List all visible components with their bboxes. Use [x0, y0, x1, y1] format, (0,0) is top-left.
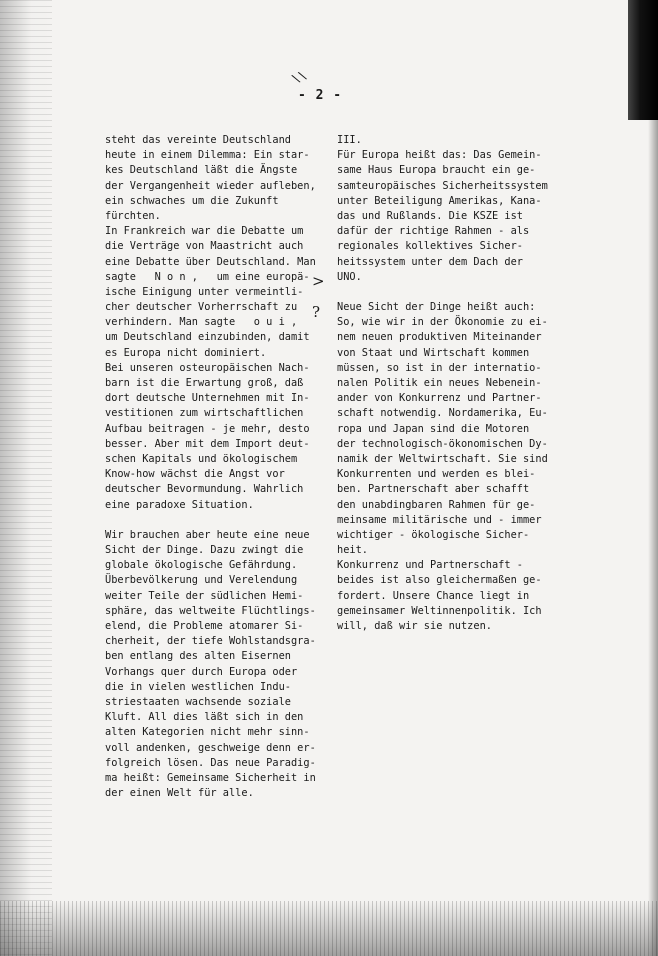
text-line: In Frankreich war die Debatte um: [105, 225, 304, 238]
text-line: [105, 513, 320, 528]
text-line: unter Beteiligung Amerikas, Kana-: [337, 194, 542, 207]
text-line: Vorhangs quer durch Europa oder: [105, 665, 298, 678]
text-line: ander von Konkurrenz und Partner-: [337, 392, 542, 405]
text-line: namik der Weltwirtschaft. Sie sind: [337, 452, 548, 465]
text-line: same Haus Europa braucht ein ge-: [337, 164, 536, 177]
text-line: UNO.: [337, 270, 362, 283]
text-line: verhindern. Man sagte o u i ,: [105, 316, 298, 329]
page-number: - 2 -: [298, 88, 343, 103]
handwritten-mark: \\: [289, 67, 309, 87]
text-line: ben entlang des alten Eisernen: [105, 650, 291, 663]
text-line: heitssystem unter dem Dach der: [337, 255, 523, 268]
text-line: cher deutscher Vorherrschaft zu: [105, 301, 298, 314]
text-line: Für Europa heißt das: Das Gemein-: [337, 149, 542, 162]
margin-mark: ?: [312, 303, 321, 321]
text-line: elend, die Probleme atomarer Si-: [105, 620, 304, 632]
right-text-column: [337, 133, 557, 634]
text-line: die in vielen westlichen Indu-: [105, 680, 291, 693]
text-line: Überbevölkerung und Verelendung: [105, 574, 298, 587]
text-line: ben. Partnerschaft aber schafft: [337, 483, 530, 496]
text-line: müssen, so ist in der internatio-: [337, 361, 542, 374]
text-line: folgreich lösen. Das neue Paradig-: [105, 756, 316, 769]
text-line: der einen Welt für alle.: [105, 787, 254, 800]
text-line: schen Kapitals und ökologischem: [105, 452, 298, 465]
text-line: den unabdingbaren Rahmen für ge-: [337, 498, 536, 511]
text-line: Bei unseren osteuropäischen Nach-: [105, 361, 310, 374]
text-line: dafür der richtige Rahmen - als: [337, 225, 530, 238]
text-line: eine paradoxe Situation.: [105, 498, 254, 511]
text-line: Neue Sicht der Dinge heißt auch:: [337, 301, 536, 314]
text-line: um Deutschland einzubinden, damit: [105, 331, 310, 344]
text-line: fürchten.: [105, 209, 161, 222]
scan-bottom-edge-noise: [0, 901, 658, 956]
text-line: So, wie wir in der Ökonomie zu ei-: [337, 316, 548, 329]
text-line: regionales kollektives Sicher-: [337, 240, 523, 253]
text-line: globale ökologische Gefährdung.: [105, 559, 298, 572]
text-line: sphäre, das weltweite Flüchtlings-: [105, 604, 316, 617]
left-text-column: [105, 133, 320, 801]
text-line: ropa und Japan sind die Motoren: [337, 422, 530, 435]
text-line: die Verträge von Maastricht auch: [105, 240, 304, 253]
text-line: nem neuen produktiven Miteinander: [337, 331, 542, 344]
text-line: Know-how wächst die Angst vor: [105, 468, 285, 481]
text-line: beides ist also gleichermaßen ge-: [337, 574, 542, 587]
text-line: der Vergangenheit wieder aufleben,: [105, 179, 316, 192]
scan-right-edge: [648, 120, 658, 956]
text-line: Wir brauchen aber heute eine neue: [105, 528, 310, 541]
text-line: es Europa nicht dominiert.: [105, 346, 267, 359]
text-line: [337, 285, 557, 300]
text-line: heute in einem Dilemma: Ein star-: [105, 149, 310, 162]
text-line: besser. Aber mit dem Import deut-: [105, 437, 310, 450]
text-line: schaft notwendig. Nordamerika, Eu-: [337, 407, 548, 420]
text-line: striestaaten wachsende soziale: [105, 695, 291, 708]
scan-left-edge-noise: [0, 0, 52, 956]
text-line: sagte N o n , um eine europä-: [105, 270, 310, 283]
text-line: eine Debatte über Deutschland. Man: [105, 255, 316, 268]
text-line: deutscher Bevormundung. Wahrlich: [105, 483, 304, 496]
text-line: cherheit, der tiefe Wohlstandsgra-: [105, 635, 316, 648]
text-line: Konkurrenten und werden es blei-: [337, 468, 536, 481]
text-line: fordert. Unsere Chance liegt in: [337, 589, 530, 602]
text-line: barn ist die Erwartung groß, daß: [105, 377, 304, 389]
text-line: von Staat und Wirtschaft kommen: [337, 346, 530, 359]
text-line: ma heißt: Gemeinsame Sicherheit in: [105, 771, 316, 784]
text-line: kes Deutschland läßt die Ängste: [105, 164, 298, 177]
text-line: steht das vereinte Deutschland: [105, 134, 291, 146]
text-line: vestitionen zum wirtschaftlichen: [105, 407, 304, 420]
text-line: ische Einigung unter vermeintli-: [105, 285, 304, 298]
text-line: nalen Politik ein neues Nebenein-: [337, 377, 542, 389]
text-line: weiter Teile der südlichen Hemi-: [105, 589, 304, 602]
text-line: Konkurrenz und Partnerschaft -: [337, 559, 523, 572]
scan-right-edge-shadow: [628, 0, 658, 120]
text-line: ein schwaches um die Zukunft: [105, 194, 279, 207]
text-line: will, daß wir sie nutzen.: [337, 620, 492, 632]
text-line: wichtiger - ökologische Sicher-: [337, 528, 530, 541]
text-line: Aufbau beitragen - je mehr, desto: [105, 422, 310, 435]
text-line: III.: [337, 134, 362, 146]
margin-mark: >: [312, 272, 325, 290]
text-line: dort deutsche Unternehmen mit In-: [105, 392, 310, 405]
text-line: alten Kategorien nicht mehr sinn-: [105, 726, 310, 739]
text-line: heit.: [337, 544, 368, 557]
text-line: meinsame militärische und - immer: [337, 513, 542, 526]
text-line: Kluft. All dies läßt sich in den: [105, 711, 304, 724]
text-line: der technologisch-ökonomischen Dy-: [337, 437, 548, 450]
text-line: Sicht der Dinge. Dazu zwingt die: [105, 544, 304, 557]
text-line: gemeinsamer Weltinnenpolitik. Ich: [337, 604, 542, 617]
text-line: samteuropäisches Sicherheitssystem: [337, 179, 548, 192]
text-line: das und Rußlands. Die KSZE ist: [337, 209, 523, 222]
text-line: voll andenken, geschweige denn er-: [105, 741, 316, 754]
